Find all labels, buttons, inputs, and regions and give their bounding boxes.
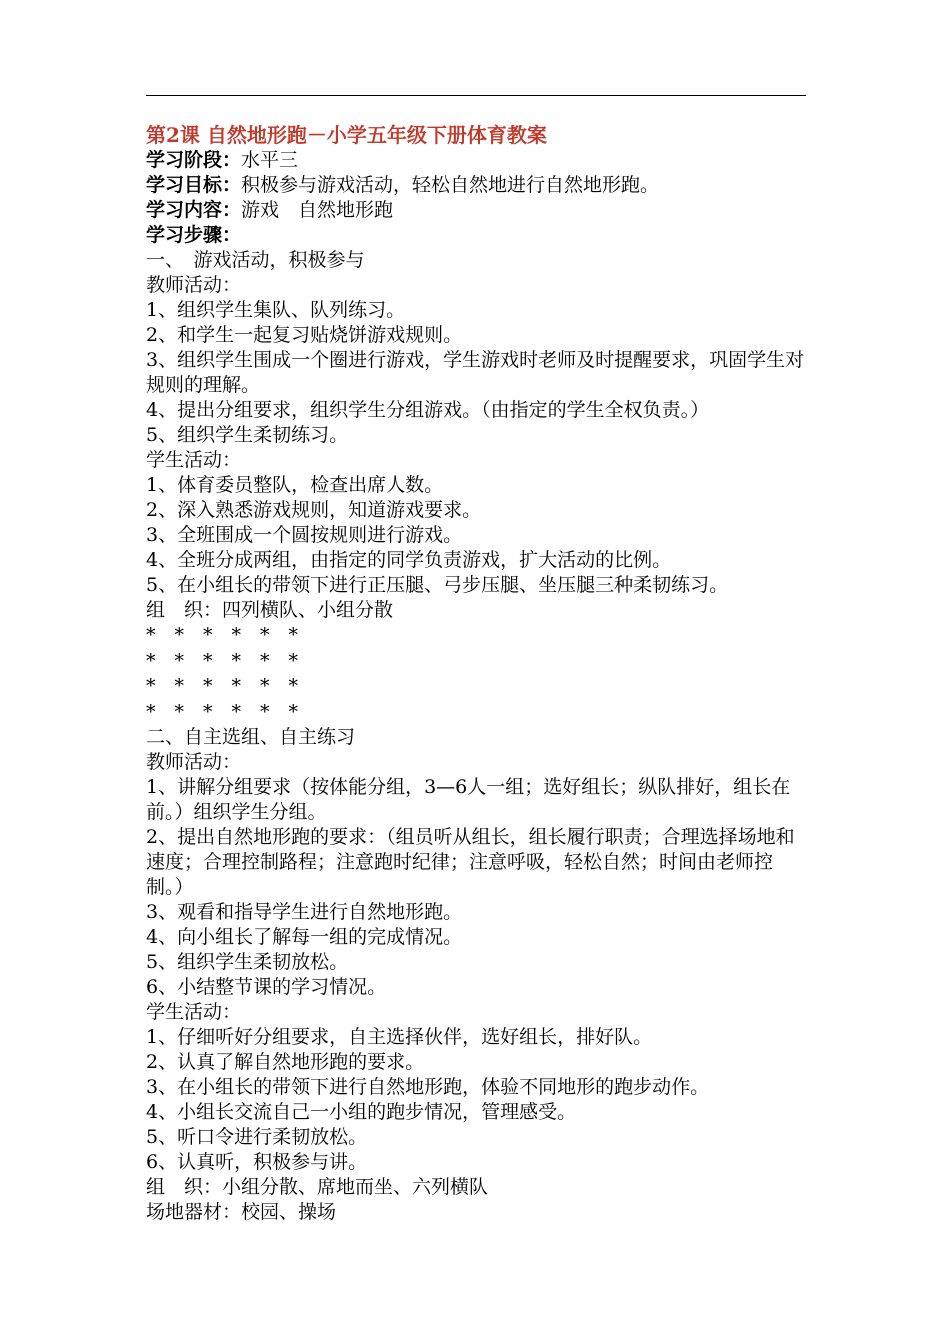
student-label: 学生活动： [146, 1001, 242, 1023]
formation-row: * * * * * * [146, 624, 299, 646]
list-item: 1、组织学生集队、队列练习。 [146, 299, 406, 321]
formation-row: * * * * * * [146, 649, 299, 672]
equipment-line: 场地器材：校园、操场 [146, 1201, 337, 1223]
info-label: 学习阶段： [146, 149, 242, 171]
student-label: 学生活动： [146, 449, 242, 471]
lesson-content [146, 123, 826, 1225]
list-item: 4、向小组长了解每一组的完成情况。 [146, 926, 463, 948]
header-rule [146, 95, 806, 96]
list-item: 3、全班围成一个圆按规则进行游戏。 [146, 524, 463, 546]
list-item: 4、全班分成两组，由指定的同学负责游戏，扩大活动的比例。 [146, 549, 672, 571]
list-item: 5、组织学生柔韧放松。 [146, 951, 349, 973]
list-item: 3、在小组长的带领下进行自然地形跑，体验不同地形的跑步动作。 [146, 1076, 710, 1098]
list-item: 2、提出自然地形跑的要求：（组员听从组长，组长履行职责；合理选择场地和速度；合理控制路程；注意跑时纪律；注意呼吸，轻松自然；时间由老师控制。） [146, 826, 795, 898]
info-steps [146, 223, 826, 248]
formation-row: * * * * * * [146, 700, 299, 723]
list-item: 2、深入熟悉游戏规则，知道游戏要求。 [146, 499, 482, 521]
info-label: 学习目标： [146, 174, 242, 196]
section-heading: 一、 游戏活动，积极参与 [146, 249, 365, 271]
list-item: 1、仔细听好分组要求，自主选择伙伴，选好组长，排好队。 [146, 1026, 653, 1048]
list-item: 6、小结整节课的学习情况。 [146, 976, 387, 998]
list-item: 4、小组长交流自己一小组的跑步情况，管理感受。 [146, 1101, 577, 1123]
info-content [146, 198, 826, 223]
organization-line: 组 织：四列横队、小组分散 [146, 599, 394, 621]
list-item: 2、和学生一起复习贴烧饼游戏规则。 [146, 324, 463, 346]
organization-line: 组 织：小组分散、席地而坐、六列横队 [146, 1176, 489, 1198]
info-goal [146, 173, 826, 198]
info-label: 学习步骤： [146, 224, 242, 246]
list-item: 5、组织学生柔韧练习。 [146, 424, 349, 446]
list-item: 4、提出分组要求，组织学生分组游戏。（由指定的学生全权负责。） [146, 399, 710, 421]
info-label: 学习内容： [146, 199, 242, 221]
list-item: 3、组织学生围成一个圈进行游戏，学生游戏时老师及时提醒要求，巩固学生对规则的理解。 [146, 349, 805, 396]
lesson-title: 第2课 自然地形跑－小学五年级下册体育教案 [146, 123, 547, 147]
list-item: 5、在小组长的带领下进行正压腿、弓步压腿、坐压腿三种柔韧练习。 [146, 574, 729, 596]
teacher-label: 教师活动： [146, 274, 242, 296]
info-value: 水平三 [241, 149, 299, 171]
list-item: 5、听口令进行柔韧放松。 [146, 1126, 368, 1148]
list-item: 6、认真听，积极参与讲。 [146, 1151, 368, 1173]
list-item: 2、认真了解自然地形跑的要求。 [146, 1051, 425, 1073]
section-heading: 二、自主选组、自主练习 [146, 726, 356, 748]
info-stage [146, 148, 826, 173]
list-item: 1、体育委员整队，检查出席人数。 [146, 474, 444, 496]
teacher-label: 教师活动： [146, 751, 242, 773]
info-value: 游戏 自然地形跑 [241, 199, 394, 221]
list-item: 3、观看和指导学生进行自然地形跑。 [146, 901, 463, 923]
formation-row: * * * * * * [146, 675, 299, 697]
list-item: 1、讲解分组要求（按体能分组，3—6人一组；选好组长；纵队排好，组长在前。）组织学生分组。 [146, 776, 791, 823]
info-value: 积极参与游戏活动，轻松自然地进行自然地形跑。 [241, 174, 660, 196]
